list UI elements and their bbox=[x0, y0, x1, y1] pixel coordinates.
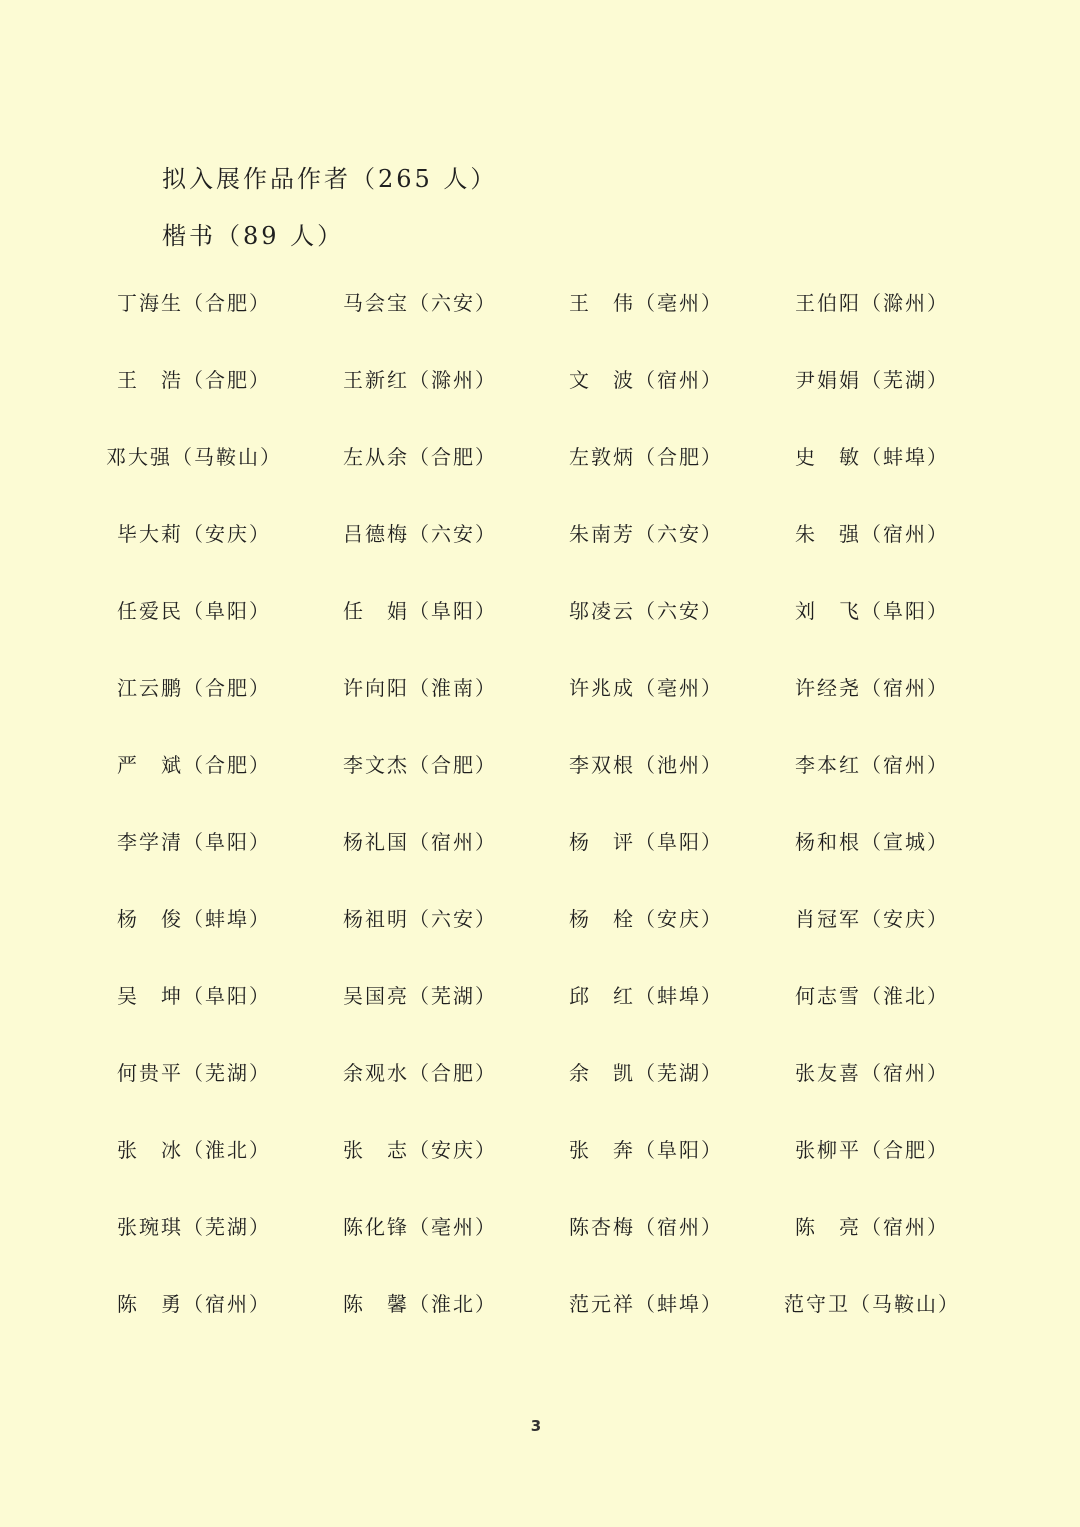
author-entry: 王伯阳（滁州） bbox=[795, 291, 949, 315]
author-entry: 左从余（合肥） bbox=[343, 445, 497, 469]
author-list bbox=[0, 287, 1080, 1365]
author-entry: 杨和根（宣城） bbox=[795, 830, 949, 854]
author-entry: 张柳平（合肥） bbox=[795, 1138, 949, 1162]
author-entry: 陈杏梅（宿州） bbox=[569, 1215, 723, 1239]
author-row bbox=[0, 441, 1080, 518]
author-row bbox=[0, 1288, 1080, 1365]
author-entry: 张 志（安庆） bbox=[343, 1138, 497, 1162]
author-entry: 杨 评（阜阳） bbox=[569, 830, 723, 854]
author-row bbox=[0, 903, 1080, 980]
page-number: 3 bbox=[530, 1417, 542, 1435]
author-entry: 李学清（阜阳） bbox=[117, 830, 271, 854]
author-entry: 邬凌云（六安） bbox=[569, 599, 723, 623]
author-entry: 马会宝（六安） bbox=[343, 291, 497, 315]
author-entry: 李双根（池州） bbox=[569, 753, 723, 777]
author-row bbox=[0, 826, 1080, 903]
author-entry: 陈化锋（亳州） bbox=[343, 1215, 497, 1239]
author-entry: 王 浩（合肥） bbox=[117, 368, 271, 392]
author-row bbox=[0, 980, 1080, 1057]
author-row bbox=[0, 672, 1080, 749]
author-entry: 杨礼国（宿州） bbox=[343, 830, 497, 854]
author-entry: 江云鹏（合肥） bbox=[117, 676, 271, 700]
author-entry: 张 奔（阜阳） bbox=[569, 1138, 723, 1162]
author-entry: 何贵平（芜湖） bbox=[117, 1061, 271, 1085]
author-entry: 张 冰（淮北） bbox=[117, 1138, 271, 1162]
section-heading: 楷书（89 人） bbox=[162, 222, 345, 250]
author-entry: 杨 俊（蚌埠） bbox=[117, 907, 271, 931]
author-entry: 范元祥（蚌埠） bbox=[569, 1292, 723, 1316]
author-row bbox=[0, 287, 1080, 364]
author-entry: 陈 馨（淮北） bbox=[343, 1292, 497, 1316]
author-row bbox=[0, 1134, 1080, 1211]
author-entry: 张友喜（宿州） bbox=[795, 1061, 949, 1085]
author-row bbox=[0, 595, 1080, 672]
author-entry: 文 波（宿州） bbox=[569, 368, 723, 392]
author-row bbox=[0, 749, 1080, 826]
author-entry: 吴 坤（阜阳） bbox=[117, 984, 271, 1008]
author-entry: 任 娟（阜阳） bbox=[343, 599, 497, 623]
author-entry: 刘 飞（阜阳） bbox=[795, 599, 949, 623]
author-entry: 严 斌（合肥） bbox=[117, 753, 271, 777]
author-entry: 杨祖明（六安） bbox=[343, 907, 497, 931]
author-entry: 许经尧（宿州） bbox=[795, 676, 949, 700]
author-entry: 左敦炳（合肥） bbox=[569, 445, 723, 469]
author-entry: 杨 栓（安庆） bbox=[569, 907, 723, 931]
author-entry: 邱 红（蚌埠） bbox=[569, 984, 723, 1008]
author-entry: 何志雪（淮北） bbox=[795, 984, 949, 1008]
author-row bbox=[0, 364, 1080, 441]
author-entry: 任爱民（阜阳） bbox=[117, 599, 271, 623]
author-entry: 李文杰（合肥） bbox=[343, 753, 497, 777]
author-row bbox=[0, 518, 1080, 595]
author-entry: 陈 勇（宿州） bbox=[117, 1292, 271, 1316]
author-entry: 范守卫（马鞍山） bbox=[784, 1292, 960, 1316]
author-entry: 朱南芳（六安） bbox=[569, 522, 723, 546]
author-entry: 肖冠军（安庆） bbox=[795, 907, 949, 931]
author-entry: 尹娟娟（芜湖） bbox=[795, 368, 949, 392]
author-entry: 王新红（滁州） bbox=[343, 368, 497, 392]
author-entry: 朱 强（宿州） bbox=[795, 522, 949, 546]
author-entry: 许向阳（淮南） bbox=[343, 676, 497, 700]
author-entry: 张琬琪（芜湖） bbox=[117, 1215, 271, 1239]
author-entry: 史 敏（蚌埠） bbox=[795, 445, 949, 469]
author-entry: 丁海生（合肥） bbox=[117, 291, 271, 315]
author-entry: 吕德梅（六安） bbox=[343, 522, 497, 546]
author-entry: 余观水（合肥） bbox=[343, 1061, 497, 1085]
author-entry: 李本红（宿州） bbox=[795, 753, 949, 777]
author-entry: 王 伟（亳州） bbox=[569, 291, 723, 315]
author-row bbox=[0, 1057, 1080, 1134]
author-entry: 邓大强（马鞍山） bbox=[106, 445, 282, 469]
author-entry: 许兆成（亳州） bbox=[569, 676, 723, 700]
author-entry: 余 凯（芜湖） bbox=[569, 1061, 723, 1085]
author-row bbox=[0, 1211, 1080, 1288]
page-title: 拟入展作品作者（265 人） bbox=[162, 165, 498, 193]
author-entry: 吴国亮（芜湖） bbox=[343, 984, 497, 1008]
author-entry: 陈 亮（宿州） bbox=[795, 1215, 949, 1239]
author-entry: 毕大莉（安庆） bbox=[117, 522, 271, 546]
